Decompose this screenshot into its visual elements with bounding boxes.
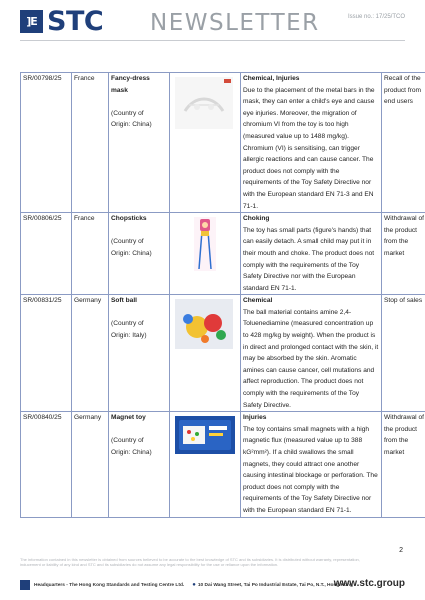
product-photo-cell bbox=[170, 73, 241, 213]
product-name: Soft ball bbox=[111, 297, 138, 305]
fancy-dress-mask-photo bbox=[175, 77, 233, 129]
product-name: Chopsticks bbox=[111, 215, 147, 223]
issue-number: Issue no.: 17/25/TCO bbox=[347, 14, 405, 20]
risk-description: The toy contains small magnets with a high magnetic flux (measured value up to 388 kG²mm²). If a child swallows the small magnets, they could attract one another causing intestinal blockage or perforation. The product does not comply with the requirements of the Toy Safety Directive nor with the European standard EN 71-1. bbox=[243, 425, 378, 514]
magnet-toy-photo bbox=[175, 416, 235, 454]
measures-taken: Withdrawal of the product from the market bbox=[382, 412, 425, 517]
risk-description: The toy has small parts (figure's hands) that can easily detach. A small child may put it in their mouth and choke. The product does not comply with the requirements of the Toy Safety Directive nor with the European standard EN 71-1. bbox=[243, 226, 375, 292]
measures-taken: Stop of sales bbox=[382, 295, 425, 412]
product-name: Fancy-dress mask bbox=[111, 75, 150, 94]
measures-taken: Withdrawal of the product from the market bbox=[382, 213, 425, 295]
notifying-country: France bbox=[72, 213, 109, 295]
risk-cell bbox=[241, 412, 382, 517]
header-divider bbox=[20, 40, 405, 41]
reference-number: SR/00798/25 bbox=[21, 73, 72, 213]
risk-cell bbox=[241, 295, 382, 412]
stc-logo-mark: ]E bbox=[20, 10, 43, 33]
stc-logo-text: STC bbox=[47, 6, 104, 37]
product-cell bbox=[109, 412, 170, 517]
product-name: Magnet toy bbox=[111, 414, 146, 422]
newsletter-title: NEWSLETTER bbox=[150, 10, 320, 36]
product-cell bbox=[109, 73, 170, 213]
product-photo-cell bbox=[170, 412, 241, 517]
page-number: 2 bbox=[399, 547, 403, 554]
origin-label: (Country of bbox=[111, 437, 144, 445]
product-cell bbox=[109, 213, 170, 295]
stc-footer-logo bbox=[20, 580, 30, 590]
risk-type: Chemical, Injuries bbox=[243, 75, 300, 82]
website-link[interactable]: www.stc.group bbox=[333, 578, 405, 589]
location-pin-icon: ● bbox=[192, 582, 196, 588]
risk-type: Injuries bbox=[243, 414, 267, 422]
footer bbox=[20, 578, 405, 592]
recall-table bbox=[20, 72, 425, 518]
origin-value: Origin: Italy) bbox=[111, 332, 147, 340]
risk-type: Choking bbox=[243, 215, 270, 223]
notifying-country: Germany bbox=[72, 295, 109, 412]
risk-description: Due to the placement of the metal bars in the mask, they can enter a child's eye and cause eye injuries. Moreover, the migration of chromium VI from the toy is too high (measured value up to 1488 mg/kg). Chromium (VI) is sensitising, can trigger allergic reactions and can cause cancer. The product does not comply with the requirements of the Toy Safety Directive nor with the European standard EN 71-3 and EN 71-1. bbox=[243, 86, 375, 210]
reference-number: SR/00806/25 bbox=[21, 213, 72, 295]
notifying-country: Germany bbox=[72, 412, 109, 517]
risk-type: Chemical bbox=[243, 297, 273, 305]
origin-value: Origin: China) bbox=[111, 121, 152, 129]
reference-number: SR/00831/25 bbox=[21, 295, 72, 412]
table-row bbox=[21, 213, 425, 295]
product-photo-cell bbox=[170, 213, 241, 295]
product-photo-cell bbox=[170, 295, 241, 412]
chopsticks-photo bbox=[194, 217, 216, 271]
table-row bbox=[21, 295, 425, 412]
table-row bbox=[21, 73, 425, 213]
origin-label: (Country of bbox=[111, 238, 144, 246]
origin-label: (Country of bbox=[111, 320, 144, 328]
risk-cell bbox=[241, 73, 382, 213]
notifying-country: France bbox=[72, 73, 109, 213]
disclaimer: The information contained in this newsletter is obtained from sources believed to be accurate to the best knowledge of STC and its subsidiaries. It is distributed without warranty, representation, inducement or liability of any kind and STC and its subsidiaries do not assume any legal responsibility for the use or reliance upon the information. bbox=[20, 557, 360, 567]
headquarters-name: Headquarters - The Hong Kong Standards and Testing Centre Ltd. bbox=[34, 582, 185, 588]
reference-number: SR/00840/25 bbox=[21, 412, 72, 517]
origin-label: (Country of bbox=[111, 109, 144, 117]
origin-value: Origin: China) bbox=[111, 449, 152, 456]
product-cell bbox=[109, 295, 170, 412]
table-row bbox=[21, 412, 425, 517]
risk-description: The ball material contains amine 2,4-Toluenediamine (measured concentration up to 428 mg/kg by weight). When the product is in direct and prolonged contact with the skin, it may be absorbed by the skin. Aromatic amines can cause cancer, cell mutations and affect reproduction. The product does not comply with the requirements of the Toy Safety Directive. bbox=[243, 308, 379, 409]
headquarters-address: 10 Dai Wang Street, Tai Po Industrial Estate, Tai Po, N.T., Hong Kong bbox=[197, 582, 353, 588]
measures-taken: Recall of the product from end users bbox=[382, 73, 425, 213]
soft-ball-photo bbox=[175, 299, 233, 349]
origin-value: Origin: China) bbox=[111, 249, 152, 257]
risk-cell bbox=[241, 213, 382, 295]
